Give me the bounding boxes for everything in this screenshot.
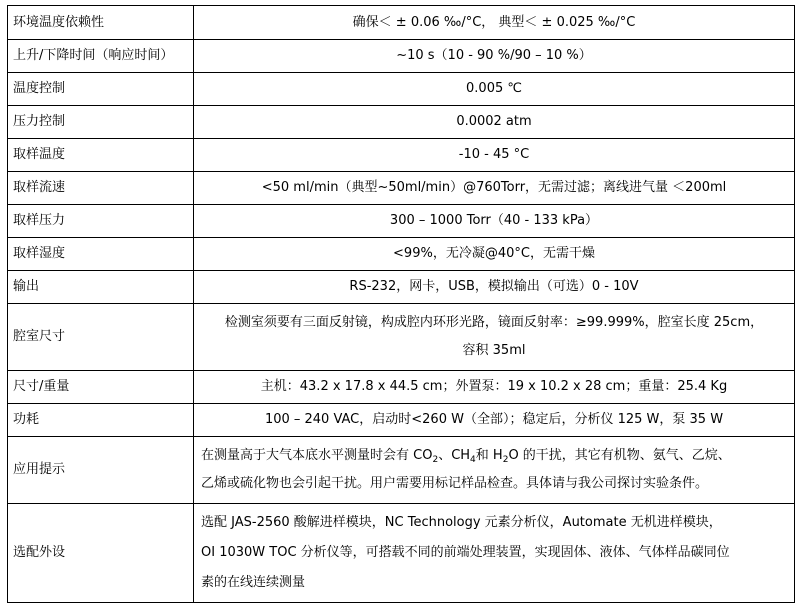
value-line: 乙烯或硫化物也会引起干扰。用户需要用标记样品检查。具体请与我公司探讨实验条件。 [201, 476, 709, 491]
subscript: 2 [432, 455, 439, 465]
table-row [8, 238, 795, 271]
row-value: 主机：43.2 x 17.8 x 44.5 cm；外置泵：19 x 10.2 x 28 cm；重量：25.4 Kg [194, 371, 795, 404]
table-row [8, 404, 795, 437]
value-line [201, 442, 788, 470]
row-label: 功耗 [8, 404, 194, 437]
table-row [8, 504, 795, 603]
row-label: 应用提示 [8, 437, 194, 504]
row-value [194, 437, 795, 504]
row-value [194, 504, 795, 603]
table-row [8, 73, 795, 106]
value-line: OI 1030W TOC 分析仪等，可搭载不同的前端处理装置，实现固体、液体、气体样品碳同位 [201, 545, 730, 560]
row-value: ~10 s（10 - 90 %/90 – 10 %） [194, 40, 795, 73]
row-value: -10 - 45 °C [194, 139, 795, 172]
row-label: 环境温度依赖性 [8, 6, 194, 40]
row-value: <50 ml/min（典型~50ml/min）@760Torr，无需过滤；离线进气量 ＜200ml [194, 172, 795, 205]
subscript: 4 [470, 455, 476, 465]
row-value: <99%，无冷凝@40°C，无需干燥 [194, 238, 795, 271]
row-value: 确保＜ ± 0.06 ‰/°C， 典型＜ ± 0.025 ‰/°C [194, 6, 795, 40]
value-line: 素的在线连续测量 [201, 575, 306, 590]
row-value: 0.0002 atm [194, 106, 795, 139]
value-line: 选配 JAS-2560 酸解进样模块，NC Technology 元素分析仪，Automate 无机进样模块， [201, 515, 722, 530]
row-value [194, 304, 795, 371]
table-row [8, 437, 795, 504]
spec-table [7, 5, 795, 603]
table-row [8, 172, 795, 205]
subscript: 2 [502, 455, 509, 465]
table-row [8, 304, 795, 371]
table-row [8, 371, 795, 404]
value-line: 检测室须要有三面反射镜，构成腔内环形光路，镜面反射率：≥99.999%，腔室长度 25cm， [224, 315, 764, 330]
row-label: 温度控制 [8, 73, 194, 106]
row-label: 压力控制 [8, 106, 194, 139]
row-label: 输出 [8, 271, 194, 304]
row-label: 腔室尺寸 [8, 304, 194, 371]
table-row [8, 6, 795, 40]
table-row [8, 40, 795, 73]
value-line: 容积 35ml [462, 343, 526, 358]
text-run: O 的干扰，其它有机物、氨气、乙烷、 [508, 448, 731, 463]
row-label: 取样流速 [8, 172, 194, 205]
text-run: 在测量高于大气本底水平测量时会有 CO [201, 448, 433, 463]
row-label: 取样温度 [8, 139, 194, 172]
row-value: 0.005 ℃ [194, 73, 795, 106]
row-value: 100 – 240 VAC，启动时<260 W（全部）；稳定后，分析仪 125 W，泵 35 W [194, 404, 795, 437]
table-row [8, 139, 795, 172]
row-label: 尺寸/重量 [8, 371, 194, 404]
table-row [8, 271, 795, 304]
text-run: 、CH [438, 448, 471, 463]
text-run: 和 H [475, 448, 503, 463]
table-row [8, 205, 795, 238]
row-label: 选配外设 [8, 504, 194, 603]
row-label: 上升/下降时间（响应时间） [8, 40, 194, 73]
row-value: RS-232，网卡，USB，模拟输出（可选）0 - 10V [194, 271, 795, 304]
table-row [8, 106, 795, 139]
row-label: 取样压力 [8, 205, 194, 238]
row-value: 300 – 1000 Torr（40 - 133 kPa） [194, 205, 795, 238]
row-label: 取样湿度 [8, 238, 194, 271]
